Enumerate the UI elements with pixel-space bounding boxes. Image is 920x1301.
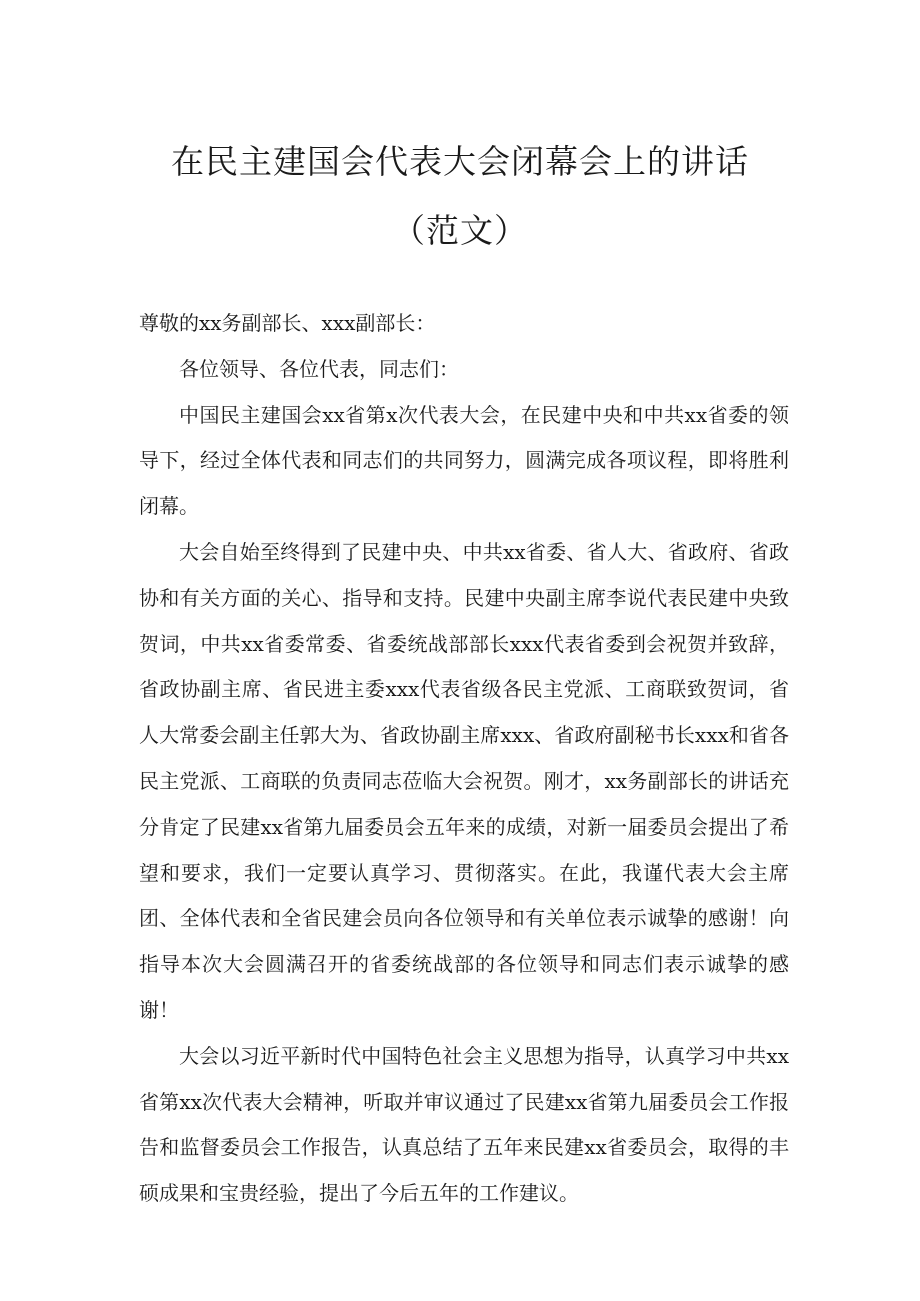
paragraph-1: 中国民主建国会xx省第x次代表大会，在民建中央和中共xx省委的领导下，经过全体代表和同志们的共同努力，圆满完成各项议程，即将胜利闭幕。 <box>139 402 789 519</box>
paragraph-3: 大会以习近平新时代中国特色社会主义思想为指导，认真学习中共xx省第xx次代表大会精神，听取并审议通过了民建xx省第九届委员会工作报告和监督委员会工作报告，认真总结了五年来民建xx省委员会，取得的丰硕成果和宝贵经验，提出了今后五年的工作建议。 <box>139 1043 789 1206</box>
paragraph-greeting: 各位领导、各位代表，同志们： <box>179 356 459 381</box>
salutation: 尊敬的xx务副部长、xxx副部长： <box>139 311 436 335</box>
document-body <box>139 301 789 1217</box>
paragraph-2: 大会自始至终得到了民建中央、中共xx省委、省人大、省政府、省政协和有关方面的关心、指导和支持。民建中央副主席李说代表民建中央致贺词，中共xx省委常委、省委统战部部长xxx代表省委到会祝贺并致辞，省政协副主席、省民进主委xxx代表省级各民主党派、工商联致贺词，省人大常委会副主任郭大为、省政协副主席xxx、省政府副秘书长xxx和省各民主党派、工商联的负责同志莅临大会祝贺。刚才，xx务副部长的讲话充分肯定了民建xx省第九届委员会五年来的成绩，对新一届委员会提出了希望和要求，我们一定要认真学习、贯彻落实。在此，我谨代表大会主席团、全体代表和全省民建会员向各位领导和有关单位表示诚挚的感谢！向指导本次大会圆满召开的省委统战部的各位领导和同志们表示诚挚的感谢！ <box>139 539 789 1022</box>
document-subtitle: （范文） <box>392 211 528 250</box>
document-title: 在民主建国会代表大会闭幕会上的讲话 <box>171 142 749 181</box>
